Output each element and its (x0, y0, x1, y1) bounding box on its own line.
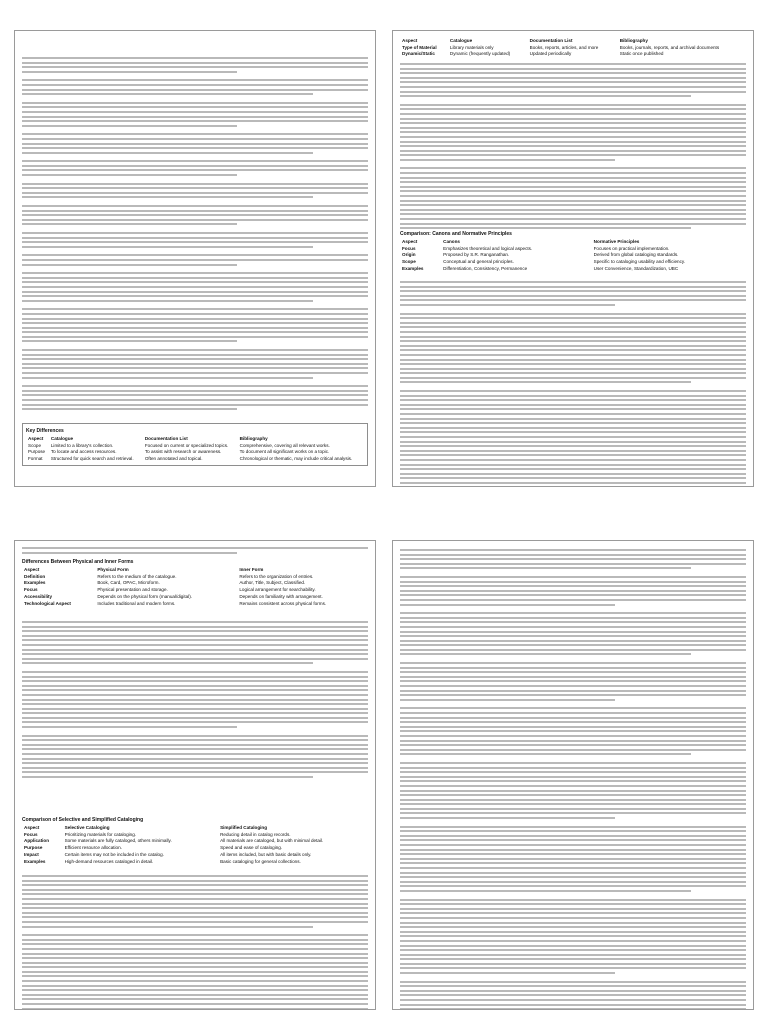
table-title: Comparison: Canons and Normative Principles (400, 231, 512, 237)
table-cell: Technological Aspect (24, 601, 71, 607)
table-cell: Book, Card, OPAC, Microform. (97, 580, 160, 586)
table-row (26, 442, 364, 449)
header-cell: Catalogue (449, 37, 473, 43)
header-cell: Bibliography (239, 435, 268, 441)
table-cell: All materials are cataloged, but with minimal detail. (220, 838, 324, 844)
text-lines (22, 875, 368, 1010)
body-text-block (400, 63, 746, 232)
table-cell: Focus (24, 831, 38, 837)
table-cell: Accessibility (24, 594, 53, 600)
table-cell: Some materials are fully cataloged, others minimally. (64, 838, 172, 844)
table-cell: Dynamic (frequently updated) (449, 51, 511, 57)
selective-simplified-table (22, 815, 368, 866)
table-cell: Purpose (28, 449, 46, 455)
header-cell: Aspect (24, 566, 40, 572)
header-cell: Normative Principles (593, 238, 640, 244)
table-cell: Specific to cataloging usability and efficiency. (593, 259, 686, 265)
table-cell: To assist with research or awareness. (144, 449, 222, 455)
table-cell: To locate and access resources. (50, 449, 117, 455)
table-cell: Purpose (24, 845, 43, 851)
table-cell: Examples (24, 859, 46, 865)
table-cell: Remains consistent across physical forms. (239, 601, 327, 607)
table-cell: Structured for quick search and retrieval. (50, 456, 134, 462)
header-cell: Simplified Cataloging (220, 824, 268, 830)
table-cell: Updated periodically (529, 51, 572, 57)
body-text-block (22, 875, 368, 1010)
table-cell: Definition (24, 573, 46, 579)
table-cell: Focuses on practical implementation. (593, 245, 670, 251)
table-row (400, 266, 746, 273)
table-row (400, 252, 746, 259)
header-cell: Aspect (402, 238, 418, 244)
table-cell: Reducing detail in catalog records. (220, 831, 291, 837)
table-title: Comparison of Selective and Simplified Cataloging (22, 817, 144, 823)
table-cell: High-demand resources cataloged in detail. (64, 859, 154, 865)
table-cell: Static once published (619, 51, 664, 57)
header-cell: Aspect (402, 37, 418, 43)
table-cell: User Convenience, Standardization, UBC (593, 266, 679, 272)
table-cell: Emphasizes theoretical and logical aspects. (443, 245, 533, 251)
table-row (22, 859, 368, 866)
table-cell: Chronological or thematic, may include critical analysis. (239, 456, 353, 462)
header-cell: Physical Form (97, 566, 129, 572)
header-cell: Documentation List (144, 435, 188, 441)
table-cell: Application (24, 838, 50, 844)
table-row (22, 838, 368, 845)
table-header-row (400, 37, 746, 44)
document-page-1 (14, 30, 376, 487)
table-row (400, 51, 746, 58)
table-cell: Impact (24, 852, 39, 858)
table-cell: Refers to the medium of the catalogue. (97, 573, 177, 579)
table-row (22, 587, 368, 594)
table-row (400, 245, 746, 252)
table-cell: All items included, but with basic details only. (220, 852, 312, 858)
table-cell: Depends on familiarity with arrangement. (239, 594, 323, 600)
header-cell: Documentation List (529, 37, 573, 43)
table-title: Differences Between Physical and Inner Forms (22, 559, 134, 565)
header-cell: Bibliography (619, 37, 648, 43)
table-cell: Focus (402, 245, 416, 251)
table-cell: Focus (24, 587, 38, 593)
key-differences-table (22, 423, 368, 466)
physical-inner-table (22, 557, 368, 608)
text-lines (400, 281, 746, 487)
table-row (22, 573, 368, 580)
table-row (22, 594, 368, 601)
table-cell: Type of Material (402, 44, 437, 50)
table-header-row (400, 238, 746, 245)
table-cell: Scope (402, 259, 416, 265)
text-lines (400, 63, 746, 229)
text-lines (22, 621, 368, 778)
table-row (22, 580, 368, 587)
table-cell: Proposed by S.R. Ranganathan. (443, 252, 510, 258)
table-cell: Scope (28, 442, 42, 448)
header-cell: Catalogue (50, 435, 74, 441)
table-cell: Refers to the organization of entries. (239, 573, 314, 579)
table-cell: Dynamic/Static (402, 51, 435, 57)
table-row (400, 44, 746, 51)
table-row (26, 449, 364, 456)
table-row (22, 831, 368, 838)
table-header-row (22, 824, 368, 831)
canons-principles-table (400, 229, 746, 273)
table-cell: Books, reports, articles, and more (529, 44, 599, 50)
text-lines (22, 547, 368, 554)
table-cell: Efficient resource allocation. (64, 845, 122, 851)
table-header-row (26, 435, 364, 442)
table-cell: Includes traditional and modern forms. (97, 601, 176, 607)
table-cell: Logical arrangement for searchability. (239, 587, 316, 593)
table-title: Key Differences (26, 428, 64, 434)
table-cell: Often annotated and topical. (144, 456, 203, 462)
header-cell: Selective Cataloging (64, 824, 110, 830)
table-cell: Differentiation, Consistency, Permanence (443, 266, 528, 272)
body-text-block (22, 57, 368, 413)
body-text-block (400, 549, 746, 1010)
table-cell: Examples (24, 580, 46, 586)
table-cell: Limited to a library's collection. (50, 442, 114, 448)
header-cell: Inner Form (239, 566, 264, 572)
table-cell: Focused on current or specialized topics. (144, 442, 229, 448)
table-cell: Books, journals, reports, and archival documents (619, 44, 720, 50)
table-cell: Examples (402, 266, 424, 272)
table-row (22, 845, 368, 852)
table-cell: To document all significant works on a topic. (239, 449, 330, 455)
table-cell: Certain items may not be included in the catalog. (64, 852, 164, 858)
top-comparison-table (400, 37, 746, 58)
body-text-block (400, 281, 746, 487)
document-page-2 (392, 30, 754, 487)
table-cell: Format (28, 456, 43, 462)
text-lines (22, 57, 368, 410)
table-cell: Depends on the physical form (manual/digital). (97, 594, 193, 600)
table-cell: Physical presentation and storage. (97, 587, 168, 593)
table-cell: Library materials only (449, 44, 494, 50)
document-page-4 (392, 540, 754, 1010)
table-cell: Author, Title, Subject, Classified. (239, 580, 306, 586)
table-row (26, 456, 364, 463)
table-cell: Prioritizing materials for cataloging. (64, 831, 137, 837)
table-row (400, 259, 746, 266)
text-lines (400, 549, 746, 1010)
header-cell: Aspect (24, 824, 40, 830)
table-row (22, 852, 368, 859)
table-cell: Speed and ease of cataloging. (220, 845, 283, 851)
table-cell: Origin (402, 252, 416, 258)
document-page-3 (14, 540, 376, 1010)
body-text-block (22, 621, 368, 781)
body-text-block (22, 547, 368, 556)
table-row (22, 601, 368, 608)
header-cell: Aspect (28, 435, 44, 441)
table-cell: Derived from global cataloging standards. (593, 252, 679, 258)
table-cell: Comprehensive, covering all relevant works. (239, 442, 330, 448)
table-cell: Conceptual and general principles. (443, 259, 514, 265)
table-cell: Basic cataloging for general collections. (220, 859, 301, 865)
header-cell: Canons (443, 238, 460, 244)
table-header-row (22, 566, 368, 573)
